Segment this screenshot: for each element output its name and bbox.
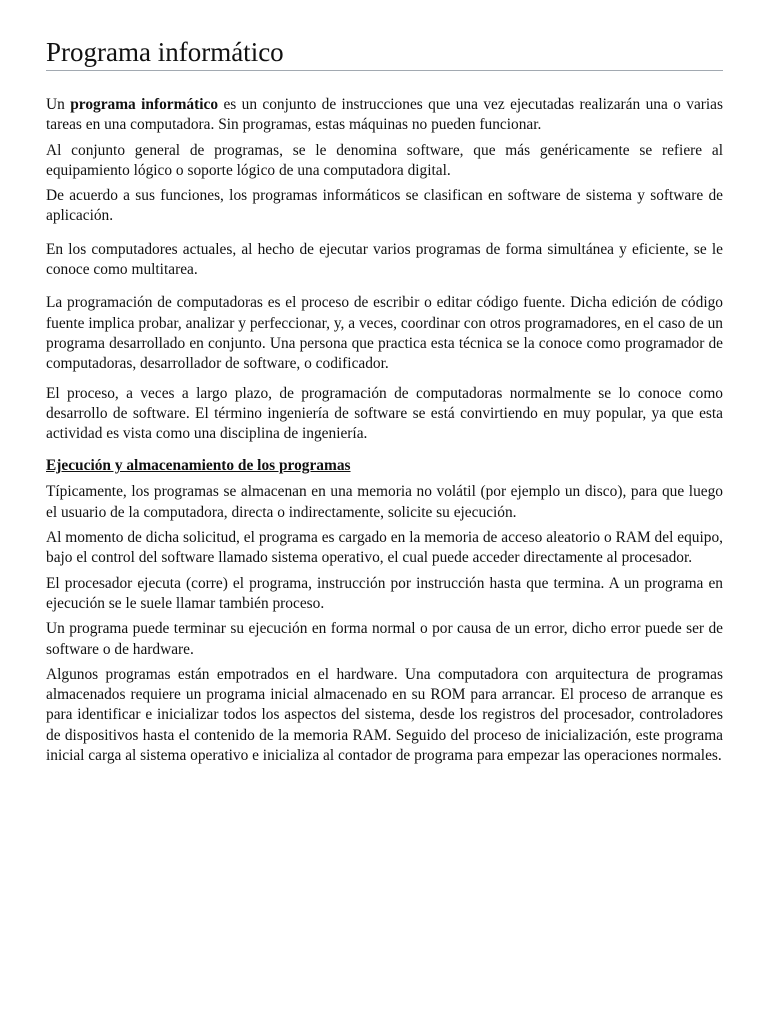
intro-bold-term: programa informático <box>70 96 219 113</box>
section-paragraph-procesador: El procesador ejecuta (corre) el programa, instrucción por instrucción hasta que termina. A un programa en ejecución se le suele llamar también proceso. <box>46 574 723 612</box>
section-paragraph-solicitud: Al momento de dicha solicitud, el programa es cargado en la memoria de acceso aleatorio o RAM del equipo, bajo el control del software llamado sistema operativo, el cual puede acceder directamente al procesador. <box>46 529 723 567</box>
intro-prefix: Un <box>46 96 71 113</box>
section-paragraph-almacenamiento: Típicamente, los programas se almacenan en una memoria no volátil (por ejemplo un disco), para que luego el usuario de la computadora, directa o indirectamente, solicite su ejecución. <box>46 483 723 521</box>
intro-rest: es un conjunto de instrucciones que una vez ejecutadas realizarán una o varias tareas en una computadora. Sin programas, estas máquinas no pueden funcionar. <box>46 96 723 134</box>
paragraph-programacion: La programación de computadoras es el proceso de escribir o editar código fuente. Dicha edición de código fuente implica probar, analizar y perfeccionar, y, a veces, coordinar con otros programadores, en el caso de un programa desarrollado en conjunto. Una persona que practica esta técnica se la conoce como programador de computadoras, desarrollador de software, o codificador. <box>46 294 723 373</box>
paragraph-clasificacion: De acuerdo a sus funciones, los programas informáticos se clasifican en software de sistema y software de aplicación. <box>46 187 723 225</box>
paragraph-software: Al conjunto general de programas, se le denomina software, que más genéricamente se refiere al equipamiento lógico o soporte lógico de una computadora digital. <box>46 141 723 179</box>
section-paragraph-empotrados: Algunos programas están empotrados en el hardware. Una computadora con arquitectura de programas almacenados requiere un programa inicial almacenado en su ROM para arrancar. El proceso de arranque es para identificar e inicializar todos los aspectos del sistema, desde los registros del procesador, controladores de dispositivos hasta el contenido de la memoria RAM. Seguido del proceso de inicialización, este programa inicial carga al sistema operativo e inicializa al contador de programa para empezar las operaciones normales. <box>46 665 723 765</box>
section-paragraph-terminar: Un programa puede terminar su ejecución en forma normal o por causa de un error, dicho error puede ser de software o de hardware. <box>46 620 723 658</box>
intro-paragraph <box>46 95 723 136</box>
article-body <box>46 95 723 766</box>
page-title: Programa informático <box>46 36 723 71</box>
paragraph-desarrollo: El proceso, a veces a largo plazo, de programación de computadoras normalmente se lo conoce como desarrollo de software. El término ingeniería de software se está convirtiendo en muy popular, ya que esta actividad es vista como una disciplina de ingeniería. <box>46 384 723 443</box>
section-heading: Ejecución y almacenamiento de los programas <box>46 457 351 475</box>
paragraph-multitarea: En los computadores actuales, al hecho de ejecutar varios programas de forma simultánea y eficiente, se le conoce como multitarea. <box>46 240 723 279</box>
